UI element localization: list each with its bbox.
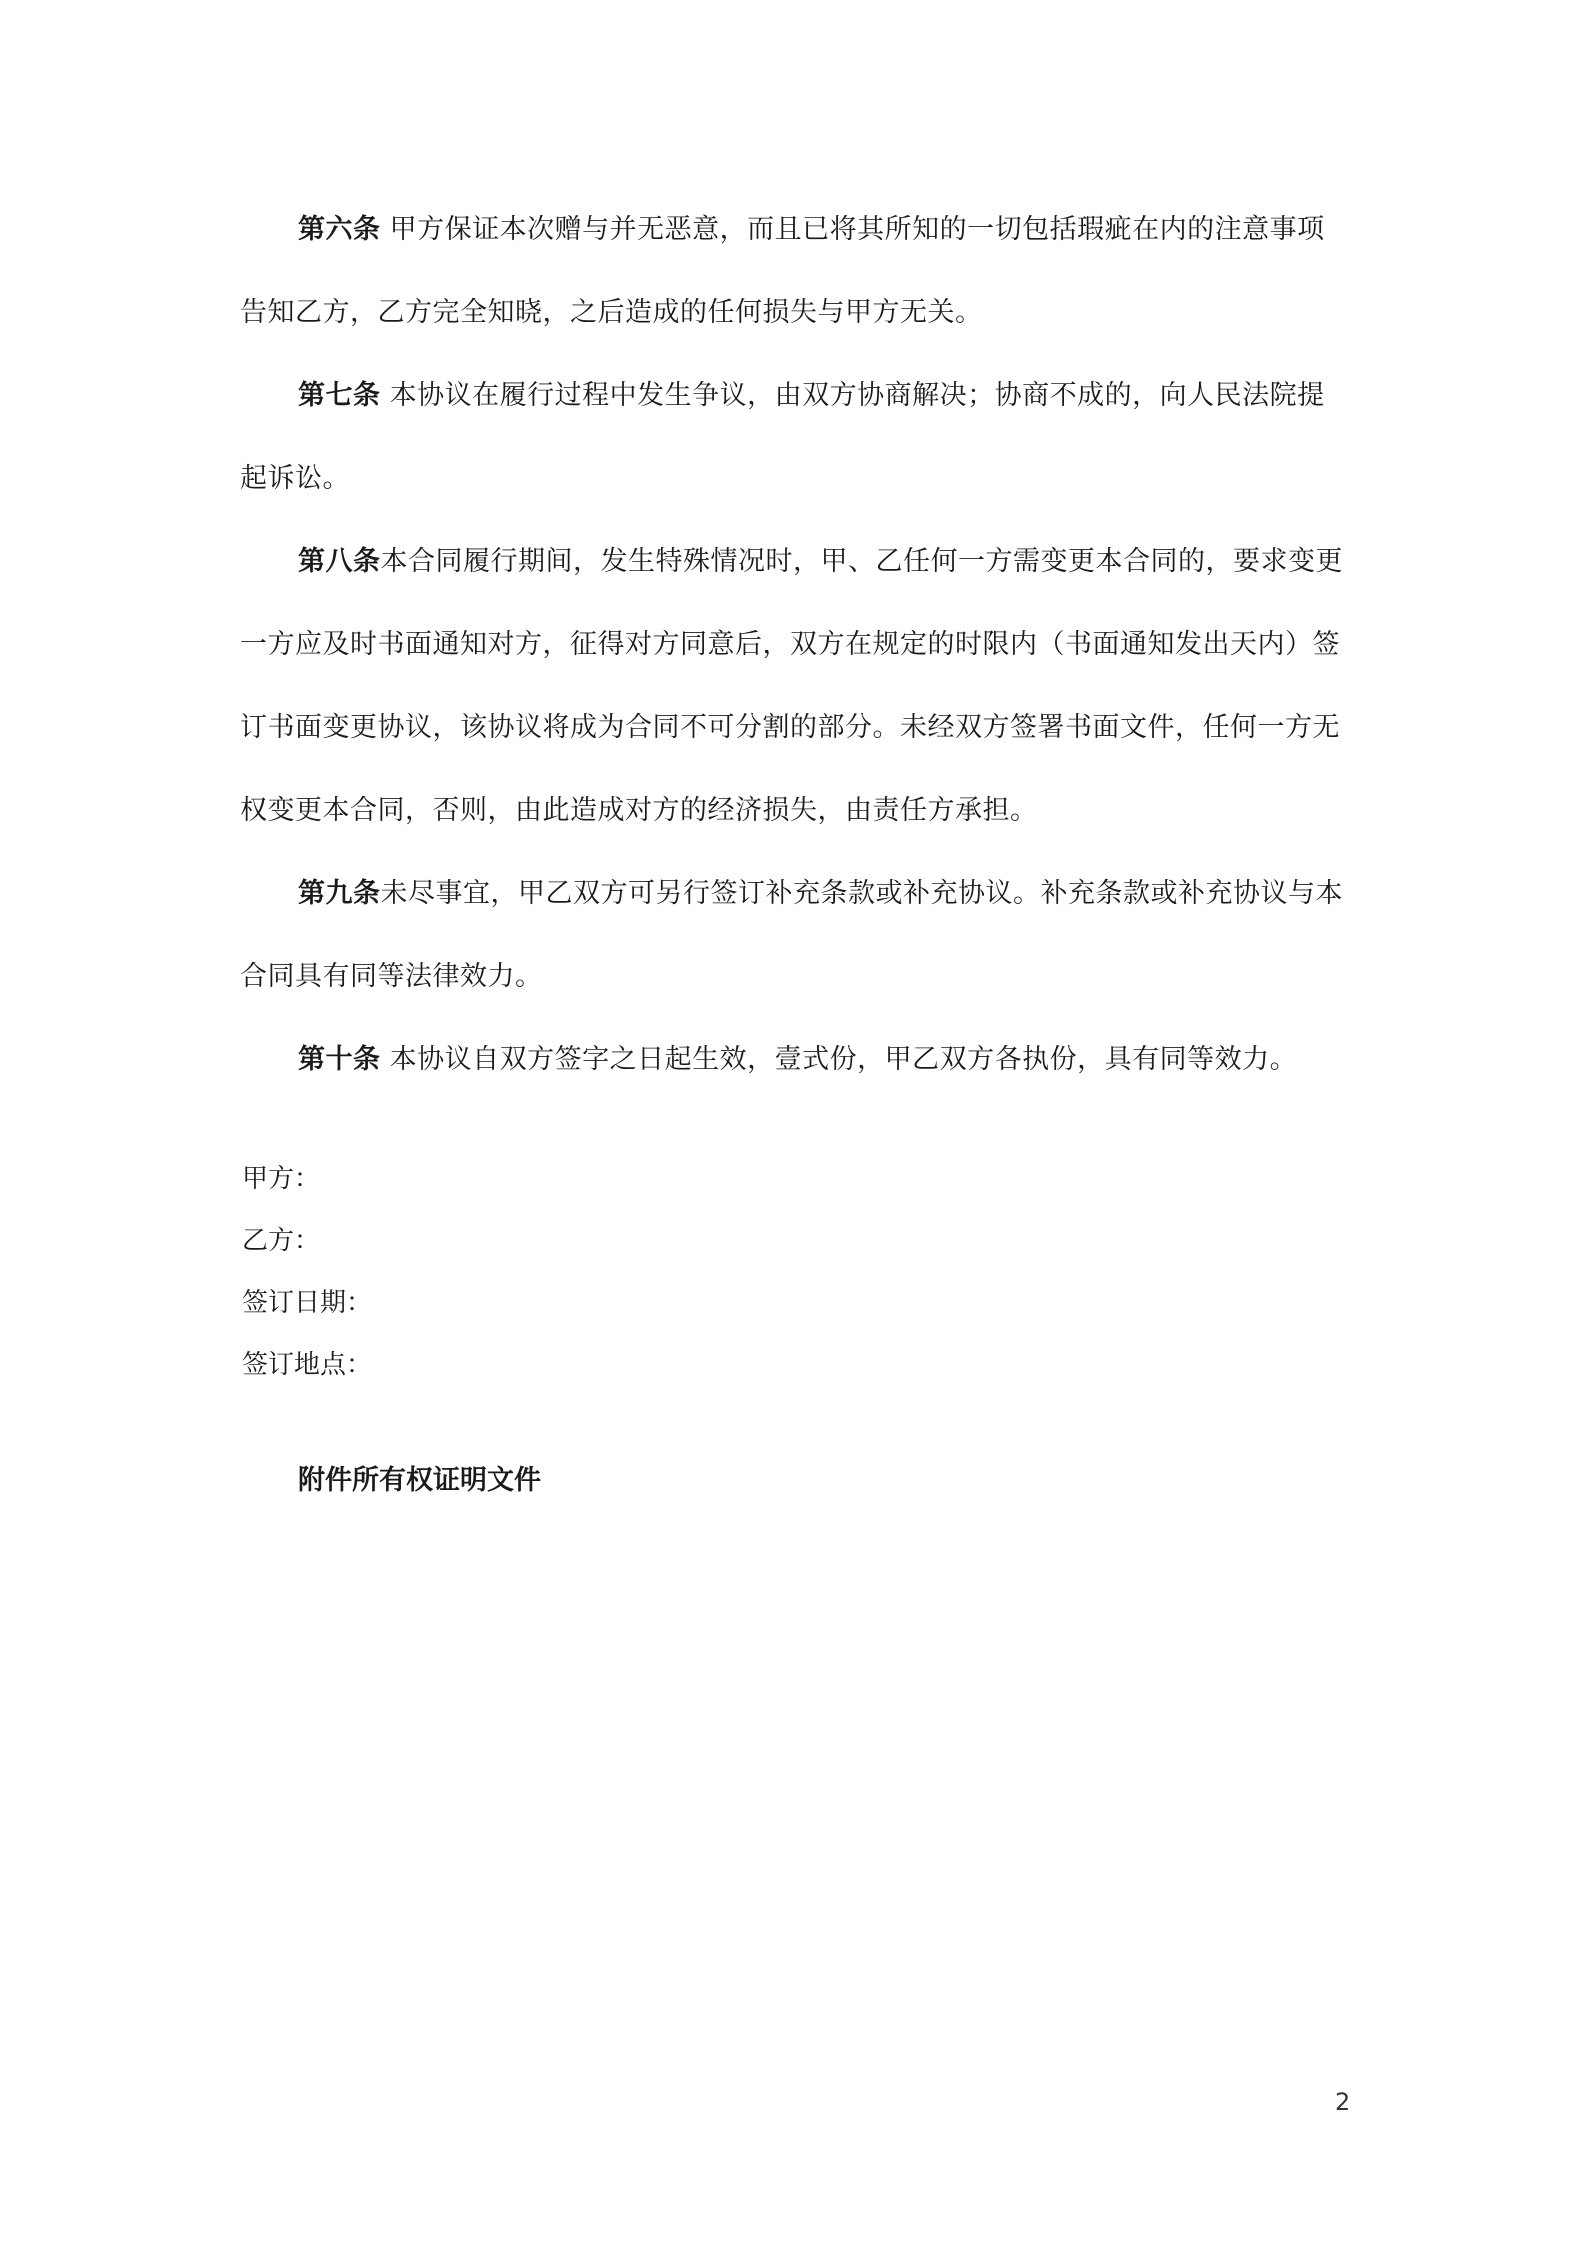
- article-7: [240, 354, 1350, 520]
- article-line: [240, 520, 1350, 603]
- page-number: 2: [1335, 2088, 1351, 2116]
- party-b-label: 乙方：: [242, 1226, 321, 1256]
- article-heading: 第九条: [298, 878, 381, 909]
- article-text: 甲方保证本次赠与并无恶意，而且已将其所知的一切包括瑕疵在内的注意事项: [380, 214, 1325, 245]
- article-line: 一方应及时书面通知对方，征得对方同意后，双方在规定的时限内（书面通知发出天内）签: [240, 629, 1340, 660]
- attachment-heading: 附件所有权证明文件: [298, 1465, 541, 1496]
- article-line: [240, 188, 1350, 271]
- article-9: [240, 852, 1350, 1018]
- article-text: 本合同履行期间，发生特殊情况时，甲、乙任何一方需变更本合同的，要求变更: [380, 546, 1343, 577]
- article-line: [240, 354, 1350, 437]
- article-line: 起诉讼。: [240, 463, 350, 494]
- article-line: 权变更本合同，否则，由此造成对方的经济损失，由责任方承担。: [240, 795, 1038, 826]
- article-text: 本协议自双方签字之日起生效，壹式份，甲乙双方各执份，具有同等效力。: [380, 1044, 1298, 1075]
- party-a-label: 甲方：: [242, 1164, 321, 1194]
- article-8: [240, 520, 1350, 852]
- article-line: [240, 852, 1350, 935]
- article-heading: 第十条: [298, 1044, 381, 1075]
- article-line: 合同具有同等法律效力。: [240, 961, 543, 992]
- sign-date-label: 签订日期：: [242, 1288, 373, 1318]
- sign-place-label: 签订地点：: [242, 1350, 373, 1380]
- signature-block: [242, 1148, 372, 1396]
- article-text: 未尽事宜，甲乙双方可另行签订补充条款或补充协议。补充条款或补充协议与本: [380, 878, 1343, 909]
- article-10: [240, 1018, 1350, 1101]
- article-line: [240, 1018, 1350, 1101]
- article-line: 订书面变更协议，该协议将成为合同不可分割的部分。未经双方签署书面文件，任何一方无: [240, 712, 1340, 743]
- article-heading: 第七条: [298, 380, 381, 411]
- article-line: 告知乙方，乙方完全知晓，之后造成的任何损失与甲方无关。: [240, 297, 983, 328]
- article-heading: 第八条: [298, 546, 381, 577]
- article-heading: 第六条: [298, 214, 381, 245]
- article-6: [240, 188, 1350, 354]
- article-text: 本协议在履行过程中发生争议，由双方协商解决；协商不成的，向人民法院提: [380, 380, 1325, 411]
